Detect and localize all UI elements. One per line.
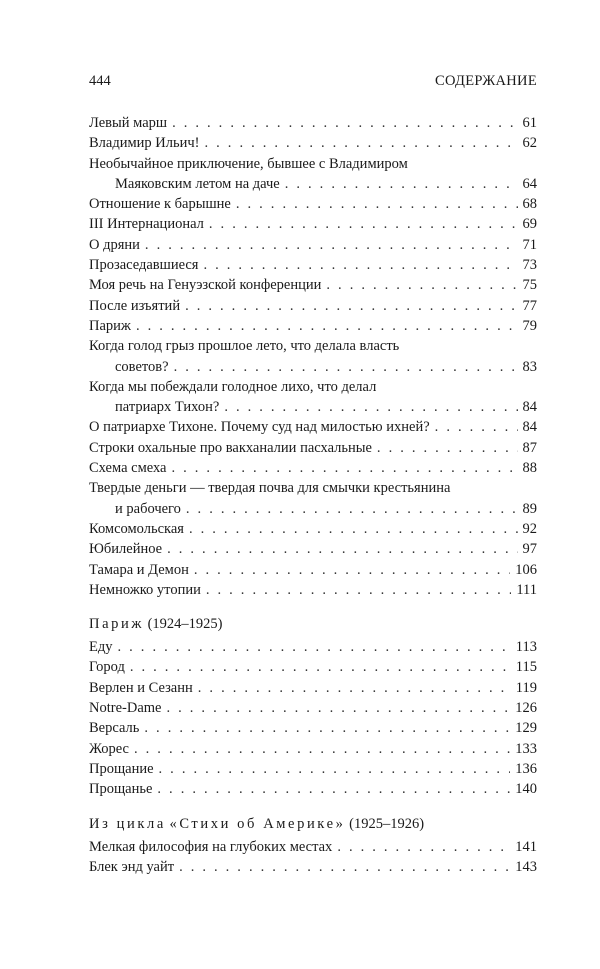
toc-entry-line [89, 275, 537, 295]
toc-entry [89, 113, 537, 133]
toc-entry-line [89, 174, 537, 194]
toc-entry [89, 417, 537, 437]
toc-entry-line [89, 133, 537, 153]
dot-leader [134, 739, 510, 759]
section-heading-america [89, 814, 537, 834]
toc-entry-title: Юбилейное [89, 541, 163, 558]
dot-leader [157, 779, 510, 799]
toc-entry-title-line: Когда голод грыз прошлое лето, что делала власть [89, 338, 400, 355]
toc-entry-line [89, 458, 537, 478]
toc-entry-title: О патриархе Тихоне. Почему суд над милостью ихней? [89, 419, 430, 436]
dot-leader [224, 397, 517, 417]
toc-entry-line [89, 857, 537, 877]
toc-entry-page: 97 [522, 541, 537, 558]
toc-entry-line [89, 438, 537, 458]
toc-entry-page: 64 [522, 175, 537, 192]
toc-entry-title: Париж [89, 317, 131, 334]
toc-entry-page: 133 [515, 740, 537, 757]
toc-entry-line [89, 235, 537, 255]
toc-entry-title: Тамара и Демон [89, 561, 189, 578]
toc-entry-page: 83 [522, 358, 537, 375]
toc-entry [89, 698, 537, 718]
toc-entry [89, 133, 537, 153]
toc-entry-page: 119 [515, 679, 537, 696]
toc-entry-title-line: Когда мы побеждали голодное лихо, что делал [89, 378, 377, 395]
toc-entry [89, 678, 537, 698]
toc-entry-line [89, 214, 537, 234]
dot-leader [166, 698, 510, 718]
dot-leader [118, 637, 511, 657]
dot-leader [136, 316, 518, 336]
toc-entry-page: 73 [522, 257, 537, 274]
toc-entry [89, 154, 537, 195]
toc-entry [89, 857, 537, 877]
dot-leader [185, 296, 517, 316]
toc-entry-page: 136 [515, 760, 537, 777]
toc-entry-line [89, 779, 537, 799]
toc-entry-line [89, 499, 537, 519]
dot-leader [167, 539, 517, 559]
toc-entry-line [89, 837, 537, 857]
toc-entry-title: Прощанье [89, 781, 153, 798]
toc-entry-line [89, 657, 537, 677]
toc-entry [89, 519, 537, 539]
toc-entry-title: Строки охальные про вакханалии пасхальные [89, 439, 372, 456]
toc-entry-page: 68 [522, 196, 537, 213]
toc-entry-line [89, 759, 537, 779]
toc-entry-title: Левый марш [89, 115, 168, 131]
running-head: СОДЕРЖАНИЕ [435, 73, 537, 89]
dot-leader [159, 759, 511, 779]
toc-entry-page: 92 [522, 520, 537, 537]
toc-entry-title: Прозаседавшиеся [89, 257, 199, 274]
page-number: 444 [89, 73, 111, 89]
dot-leader [198, 678, 511, 698]
dot-leader [189, 519, 518, 539]
toc-entry-page: 115 [515, 659, 537, 676]
section-title-prefix: Из цикла [89, 815, 166, 832]
toc-entry-line [89, 417, 537, 437]
toc-entry-title: Блек энд уайт [89, 858, 175, 875]
dot-leader [236, 194, 518, 214]
toc-entry-title: Еду [89, 639, 113, 656]
toc-entry [89, 438, 537, 458]
toc-entry-line [89, 255, 537, 275]
toc-entry-title: Моя речь на Генуэзской конференции [89, 277, 322, 294]
toc-entry [89, 275, 537, 295]
toc-entry-title: Notre-Dame [89, 700, 162, 717]
dot-leader [179, 857, 510, 877]
toc-entry-line [89, 113, 537, 133]
toc-entry [89, 779, 537, 799]
dot-leader [130, 657, 511, 677]
toc-entry [89, 718, 537, 738]
toc-entry-title: Верлен и Сезанн [89, 679, 193, 696]
toc-entry [89, 560, 537, 580]
toc-entry-page: 140 [515, 781, 537, 798]
toc-entry-page: 71 [522, 236, 537, 253]
toc-entry-title: Отношение к барышне [89, 196, 231, 213]
toc-entry-line [89, 718, 537, 738]
toc-entry-page: 77 [522, 297, 537, 314]
toc-entry-page: 87 [522, 439, 537, 456]
toc-entry-page: 141 [515, 838, 537, 855]
toc-entry-line [89, 194, 537, 214]
toc-entry-line [89, 580, 537, 600]
toc-entry [89, 458, 537, 478]
toc-entry-page: 129 [515, 720, 537, 737]
toc-entry-title: Мелкая философия на глубоких местах [89, 838, 333, 855]
toc-entry-page: 106 [515, 561, 537, 578]
toc-entry [89, 637, 537, 657]
toc-entry-title: III Интернационал [89, 216, 204, 233]
toc-entry-title: После изъятий [89, 297, 181, 314]
toc-entry-line [89, 519, 537, 539]
toc-entry-title: Город [89, 659, 125, 676]
toc-entry-title-line: Необычайное приключение, бывшее с Владимиром [89, 155, 408, 172]
table-of-contents [89, 113, 537, 877]
toc-entry-title: О дряни [89, 236, 140, 253]
section-years: (1924–1925) [147, 616, 223, 633]
toc-entry [89, 194, 537, 214]
toc-entry-title: и рабочего [115, 500, 181, 517]
section-title-quoted: «Стихи об Америке» [169, 815, 346, 832]
toc-group-main [89, 113, 537, 600]
dot-leader [209, 214, 518, 234]
toc-entry-title: Схема смеха [89, 460, 167, 477]
toc-entry-title: Прощание [89, 760, 154, 777]
toc-entry-line [89, 296, 537, 316]
toc-entry-page: 143 [515, 858, 537, 875]
toc-entry [89, 657, 537, 677]
toc-entry [89, 296, 537, 316]
dot-leader [326, 275, 517, 295]
toc-entry-title: Комсомольская [89, 520, 184, 537]
toc-entry-page: 69 [522, 216, 537, 233]
section-title: Париж [89, 616, 144, 633]
toc-entry-title: Версаль [89, 720, 140, 737]
toc-entry [89, 336, 537, 377]
toc-entry-page: 111 [516, 581, 537, 598]
section-years: (1925–1926) [349, 815, 425, 832]
toc-entry-page: 84 [522, 419, 537, 436]
toc-entry-title: Владимир Ильич! [89, 135, 200, 152]
toc-entry-title: Маяковским летом на даче [115, 175, 280, 192]
toc-entry-line [89, 739, 537, 759]
toc-entry [89, 316, 537, 336]
toc-entry-page: 126 [515, 700, 537, 717]
toc-entry [89, 539, 537, 559]
toc-entry-line [89, 560, 537, 580]
toc-entry-page: 88 [522, 460, 537, 477]
dot-leader [174, 357, 518, 377]
toc-entry [89, 837, 537, 857]
toc-entry [89, 580, 537, 600]
dot-leader [172, 113, 517, 133]
dot-leader [377, 438, 518, 458]
toc-entry-page: 75 [522, 277, 537, 294]
dot-leader [144, 718, 510, 738]
toc-entry-line [89, 637, 537, 657]
toc-entry-line [89, 316, 537, 336]
toc-entry-line [89, 678, 537, 698]
dot-leader [145, 235, 518, 255]
toc-entry-page: 113 [515, 639, 537, 656]
toc-entry [89, 377, 537, 418]
toc-entry-page: 79 [522, 317, 537, 334]
toc-group-america [89, 837, 537, 878]
dot-leader [171, 458, 517, 478]
dot-leader [203, 255, 517, 275]
dot-leader [285, 174, 518, 194]
toc-entry-title-line: Твердые деньги — твердая почва для смычки крестьянина [89, 480, 451, 497]
dot-leader [435, 417, 518, 437]
toc-entry-line [89, 698, 537, 718]
toc-entry-line [89, 357, 537, 377]
toc-entry-title: Жорес [89, 740, 129, 757]
toc-entry-page: 61 [522, 115, 537, 131]
toc-entry-page: 62 [522, 135, 537, 152]
toc-entry [89, 478, 537, 519]
dot-leader [186, 499, 518, 519]
toc-entry-line [89, 539, 537, 559]
toc-entry-page: 84 [522, 399, 537, 416]
toc-entry [89, 759, 537, 779]
dot-leader [337, 837, 510, 857]
dot-leader [205, 133, 518, 153]
toc-group-paris [89, 637, 537, 799]
toc-entry [89, 255, 537, 275]
dot-leader [194, 560, 510, 580]
toc-entry-title: советов? [115, 358, 169, 375]
dot-leader [206, 580, 511, 600]
toc-entry-title: патриарх Тихон? [115, 399, 220, 416]
toc-entry-page: 89 [522, 500, 537, 517]
toc-entry-title: Немножко утопии [89, 581, 201, 598]
toc-entry [89, 235, 537, 255]
toc-entry [89, 739, 537, 759]
section-heading-paris [89, 614, 537, 634]
toc-entry [89, 214, 537, 234]
toc-entry-line [89, 397, 537, 417]
